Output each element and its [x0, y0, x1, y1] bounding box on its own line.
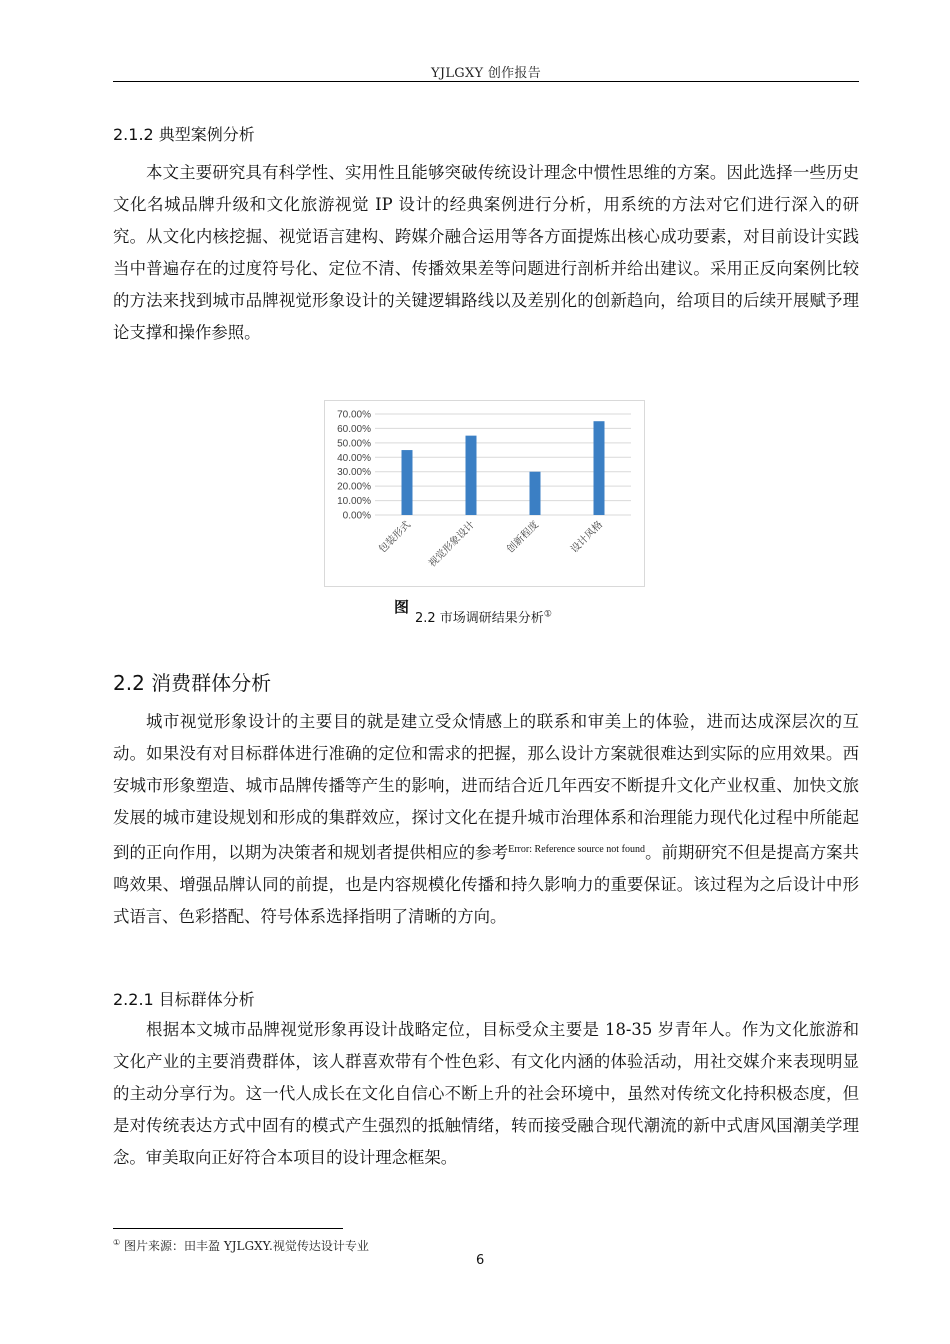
y-tick-label: 30.00%	[337, 467, 371, 479]
x-tick-label: 视觉形象设计	[426, 519, 478, 570]
bar	[594, 421, 605, 515]
bar	[530, 472, 541, 515]
paragraph-text-before: 城市视觉形象设计的主要目的就是建立受众情感上的联系和审美上的体验，进而达成深层次的互动。如果没有对目标群体进行准确的定位和需求的把握，那么设计方案就很难达到实际的应用效果。西安城市形象塑造、城市品牌传播等产生的影响，进而结合近几年西安不断提升文化产业权重、加快文旅发展的城市建设规划和形成的集群效应，探讨文化在提升城市治理体系和治理能力现代化过程中所能起到的正向作用，以期为决策者和规划者提供相应的参考	[113, 712, 859, 862]
header-rule	[113, 81, 859, 82]
bar	[402, 450, 413, 515]
section-heading-2-2: 2.2 消费群体分析	[113, 671, 272, 695]
chart-svg	[325, 401, 644, 586]
paragraph-target-group: 根据本文城市品牌视觉形象再设计战略定位，目标受众主要是 18-35 岁青年人。作为文化旅游和文化产业的主要消费群体，该人群喜欢带有个性色彩、有文化内涵的体验活动，用社交媒介来表现明显的主动分享行为。这一代人成长在文化自信心不断上升的社会环境中，虽然对传统文化持积极态度，但是对传统表达方式中固有的模式产生强烈的抵触情绪，转而接受融合现代潮流的新中式唐风国潮美学理念。审美取向正好符合本项目的设计理念框架。	[113, 1020, 859, 1167]
bar	[466, 436, 477, 515]
figure-caption-text	[415, 607, 552, 626]
paragraph-consumer-analysis	[113, 706, 859, 933]
section-heading-2-1-2: 2.1.2 典型案例分析	[113, 125, 255, 144]
page-number: 6	[476, 1253, 485, 1268]
x-tick-label: 包装形式	[377, 519, 414, 556]
caption-note-mark: ①	[543, 609, 552, 620]
y-tick-label: 70.00%	[337, 409, 371, 421]
section-heading-2-2-1: 2.2.1 目标群体分析	[113, 990, 255, 1009]
page-header: YJLGXY 创作报告	[430, 66, 542, 81]
y-tick-label: 0.00%	[342, 510, 371, 522]
x-tick-label: 设计风格	[569, 519, 606, 556]
x-tick-label: 创新程度	[505, 519, 542, 556]
caption-text: 2.2 市场调研结果分析	[415, 611, 544, 626]
footnote-rule	[113, 1228, 343, 1229]
y-tick-label: 40.00%	[337, 452, 371, 464]
paragraph-case-analysis: 本文主要研究具有科学性、实用性且能够突破传统设计理念中惯性思维的方案。因此选择一些历史文化名城品牌升级和文化旅游视觉 IP 设计的经典案例进行分析，用系统的方法对它们进行深入的研究。从文化内核挖掘、视觉语言建构、跨媒介融合运用等各方面提炼出核心成功要素，对目前设计实践当中普遍存在的过度符号化、定位不清、传播效果差等问题进行剖析并给出建议。采用正反向案例比较的方法来找到城市品牌视觉形象设计的关键逻辑路线以及差别化的创新趋向，给项目的后续开展赋予理论支撑和操作参照。	[113, 163, 859, 342]
market-research-chart	[324, 400, 645, 587]
y-tick-label: 10.00%	[337, 496, 371, 508]
y-tick-label: 60.00%	[337, 423, 371, 435]
figure-label: 图	[394, 598, 410, 616]
footnote	[113, 1237, 369, 1254]
y-tick-label: 20.00%	[337, 481, 371, 493]
paragraph-text-after: 。前期研究不但是提高方案共鸣效果、增强品牌认同的前提，也是内容规模化传播和持久影响力的重要保证。该过程为之后设计中形式语言、色彩搭配、符号体系选择指明了清晰的方向。	[113, 843, 860, 926]
reference-error: Error: Reference source not found	[508, 844, 645, 855]
y-tick-label: 50.00%	[337, 438, 371, 450]
footnote-text: 图片来源：田丰盈 YJLGXY.视觉传达设计专业	[124, 1239, 369, 1253]
footnote-mark: ①	[113, 1238, 121, 1247]
